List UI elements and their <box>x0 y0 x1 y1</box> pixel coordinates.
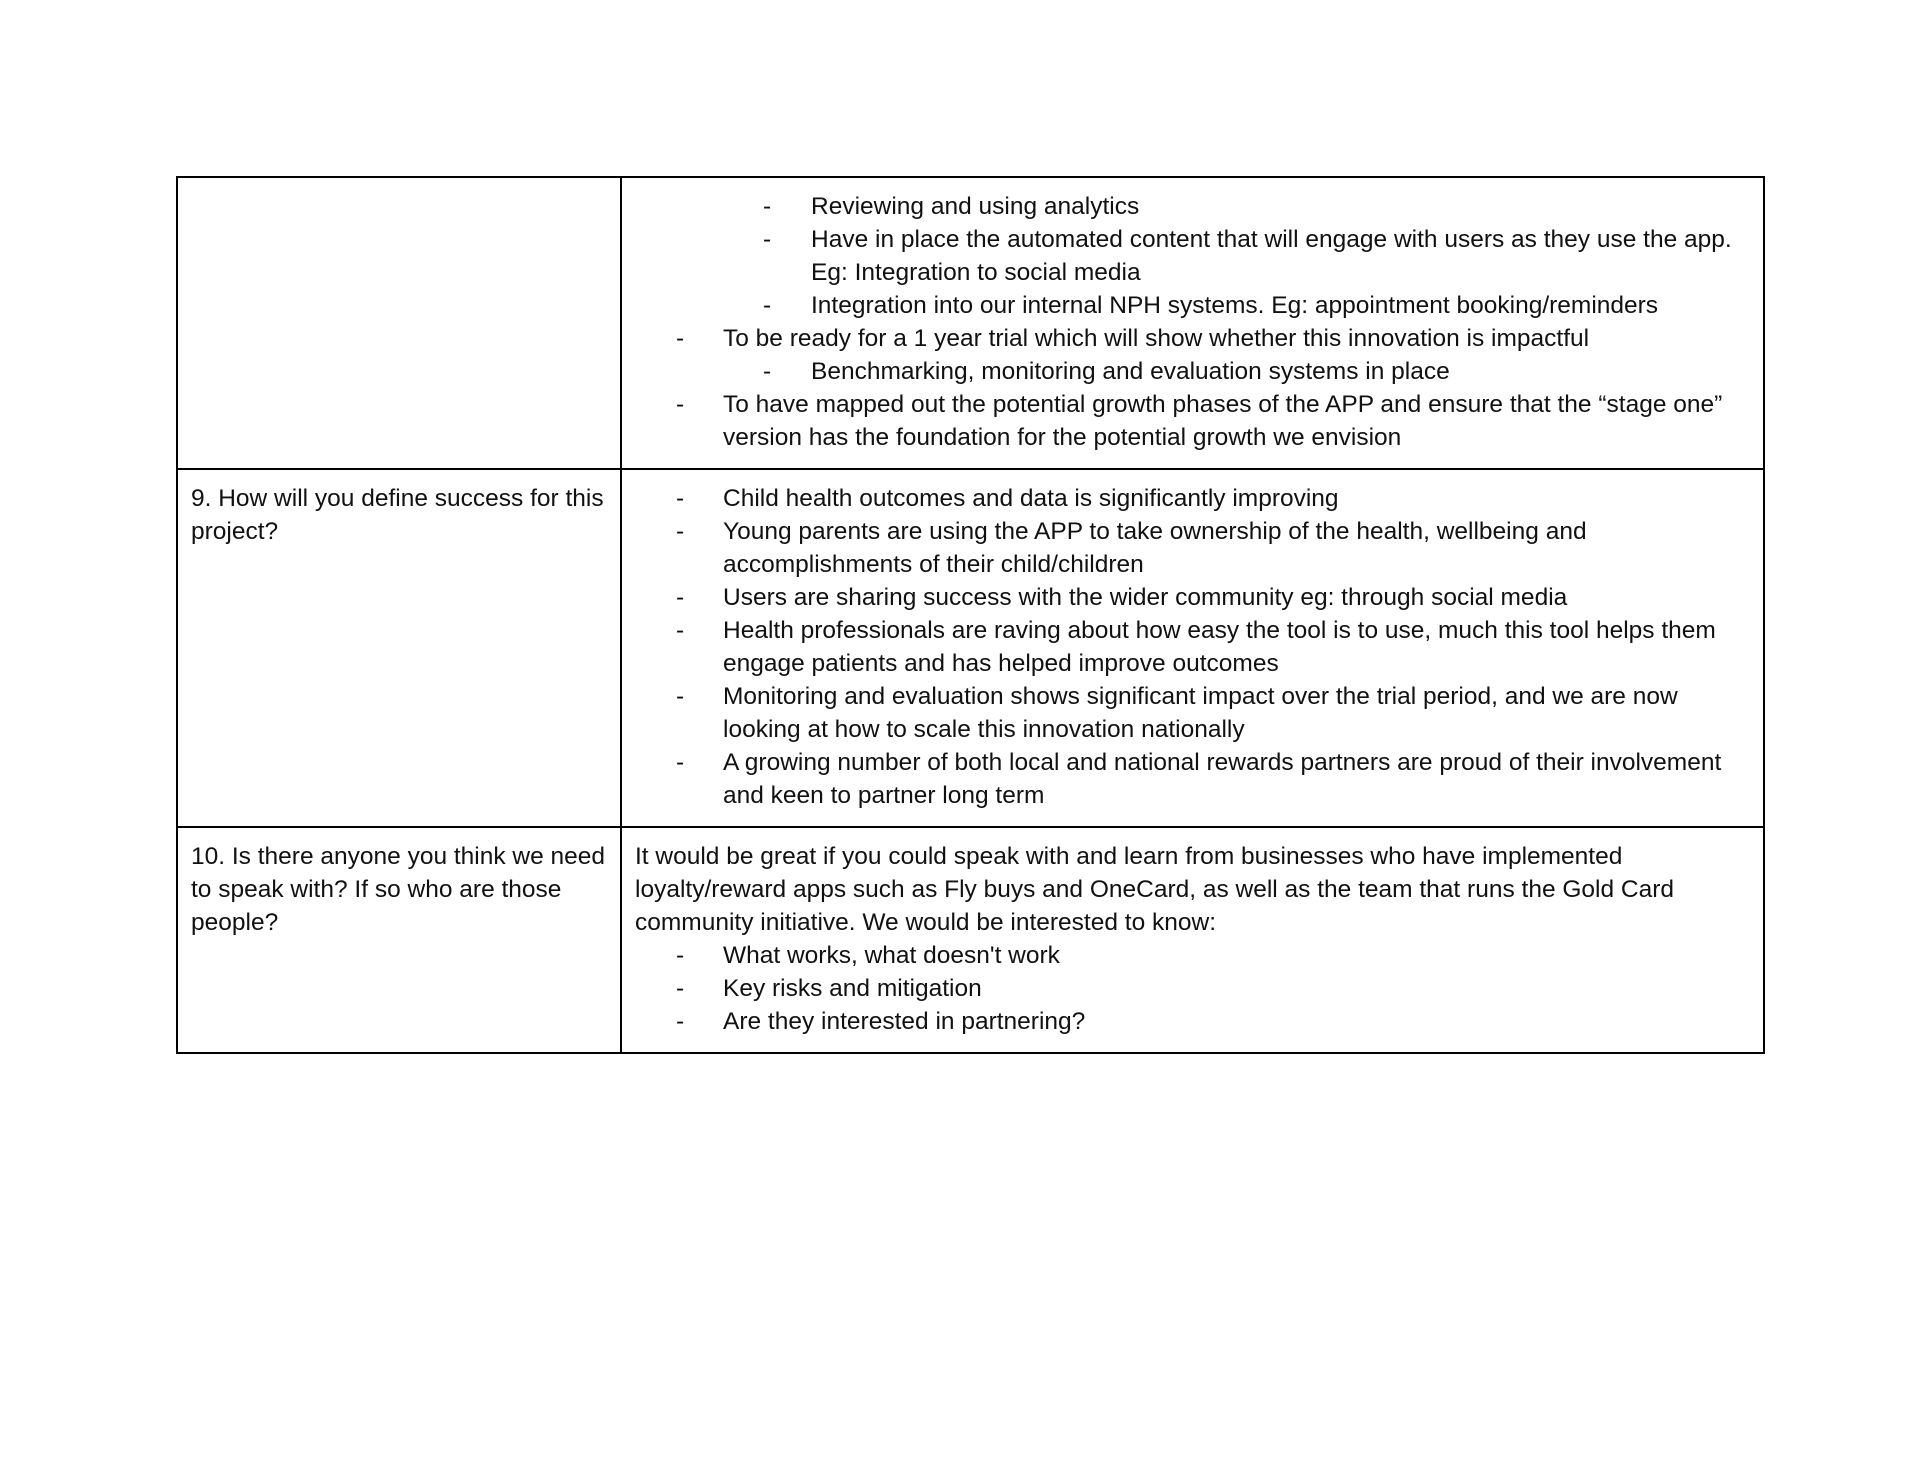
answer-list <box>635 190 1750 454</box>
answer-cell <box>621 827 1764 1053</box>
bullet-dash: - <box>676 584 685 611</box>
list-item-text: What works, what doesn't work <box>723 942 1060 969</box>
table-row <box>177 469 1764 827</box>
list-item-text: Key risks and mitigation <box>723 975 982 1002</box>
list-item <box>635 680 1750 746</box>
list-item <box>635 515 1750 581</box>
list-item-text: Monitoring and evaluation shows significant impact over the trial period, and we are now looking at how to scale this innovation nationally <box>723 683 1678 743</box>
bullet-dash: - <box>676 1008 685 1035</box>
bullet-dash: - <box>676 518 685 545</box>
bullet-dash: - <box>676 485 685 512</box>
table-row <box>177 827 1764 1053</box>
list-item <box>635 223 1750 289</box>
bullet-dash: - <box>676 683 685 710</box>
bullet-dash: - <box>763 358 772 385</box>
bullet-dash: - <box>763 226 772 253</box>
question-answer-table <box>176 176 1765 1054</box>
list-item <box>635 289 1750 322</box>
list-item-text: Have in place the automated content that will engage with users as they use the app. Eg: Integration to social media <box>811 226 1732 286</box>
bullet-dash: - <box>676 975 685 1002</box>
list-item-text: Reviewing and using analytics <box>811 193 1140 220</box>
list-item <box>635 581 1750 614</box>
bullet-dash: - <box>763 193 772 220</box>
list-item-text: To be ready for a 1 year trial which will show whether this innovation is impactful <box>723 325 1590 352</box>
bullet-dash: - <box>676 749 685 776</box>
bullet-dash: - <box>763 292 772 319</box>
list-item <box>635 190 1750 223</box>
list-item <box>635 939 1750 972</box>
list-item-text: Health professionals are raving about how easy the tool is to use, much this tool helps them engage patients and has helped improve outcomes <box>723 617 1716 677</box>
list-item-text: Users are sharing success with the wider community eg: through social media <box>723 584 1568 611</box>
question-cell <box>177 177 621 469</box>
list-item-text: Benchmarking, monitoring and evaluation systems in place <box>811 358 1450 385</box>
list-item <box>635 746 1750 812</box>
list-item-text: Integration into our internal NPH systems. Eg: appointment booking/reminders <box>811 292 1659 319</box>
list-item-text: A growing number of both local and national rewards partners are proud of their involvement and keen to partner long term <box>723 749 1722 809</box>
question-cell: 10. Is there anyone you think we need to speak with? If so who are those people? <box>177 827 621 1053</box>
list-item <box>635 614 1750 680</box>
answer-cell <box>621 469 1764 827</box>
bullet-dash: - <box>676 391 685 418</box>
list-item <box>635 388 1750 454</box>
list-item-text: Child health outcomes and data is significantly improving <box>723 485 1339 512</box>
answer-list <box>635 939 1750 1038</box>
list-item-text: Young parents are using the APP to take ownership of the health, wellbeing and accomplishments of their child/children <box>723 518 1587 578</box>
bullet-dash: - <box>676 325 685 352</box>
list-item <box>635 482 1750 515</box>
list-item-text: Are they interested in partnering? <box>723 1008 1086 1035</box>
list-item <box>635 355 1750 388</box>
answer-intro-text: It would be great if you could speak with and learn from businesses who have implemented loyalty/reward apps such as Fly buys and OneCard, as well as the team that runs the Gold Card community initiative. We would be interested to know: <box>635 843 1675 936</box>
list-item-text: To have mapped out the potential growth phases of the APP and ensure that the “stage one” version has the foundation for the potential growth we envision <box>723 391 1723 451</box>
bullet-dash: - <box>676 617 685 644</box>
table-row <box>177 177 1764 469</box>
answer-cell <box>621 177 1764 469</box>
list-item <box>635 972 1750 1005</box>
question-cell: 9. How will you define success for this project? <box>177 469 621 827</box>
list-item <box>635 1005 1750 1038</box>
bullet-dash: - <box>676 942 685 969</box>
list-item <box>635 322 1750 355</box>
answer-list <box>635 482 1750 812</box>
